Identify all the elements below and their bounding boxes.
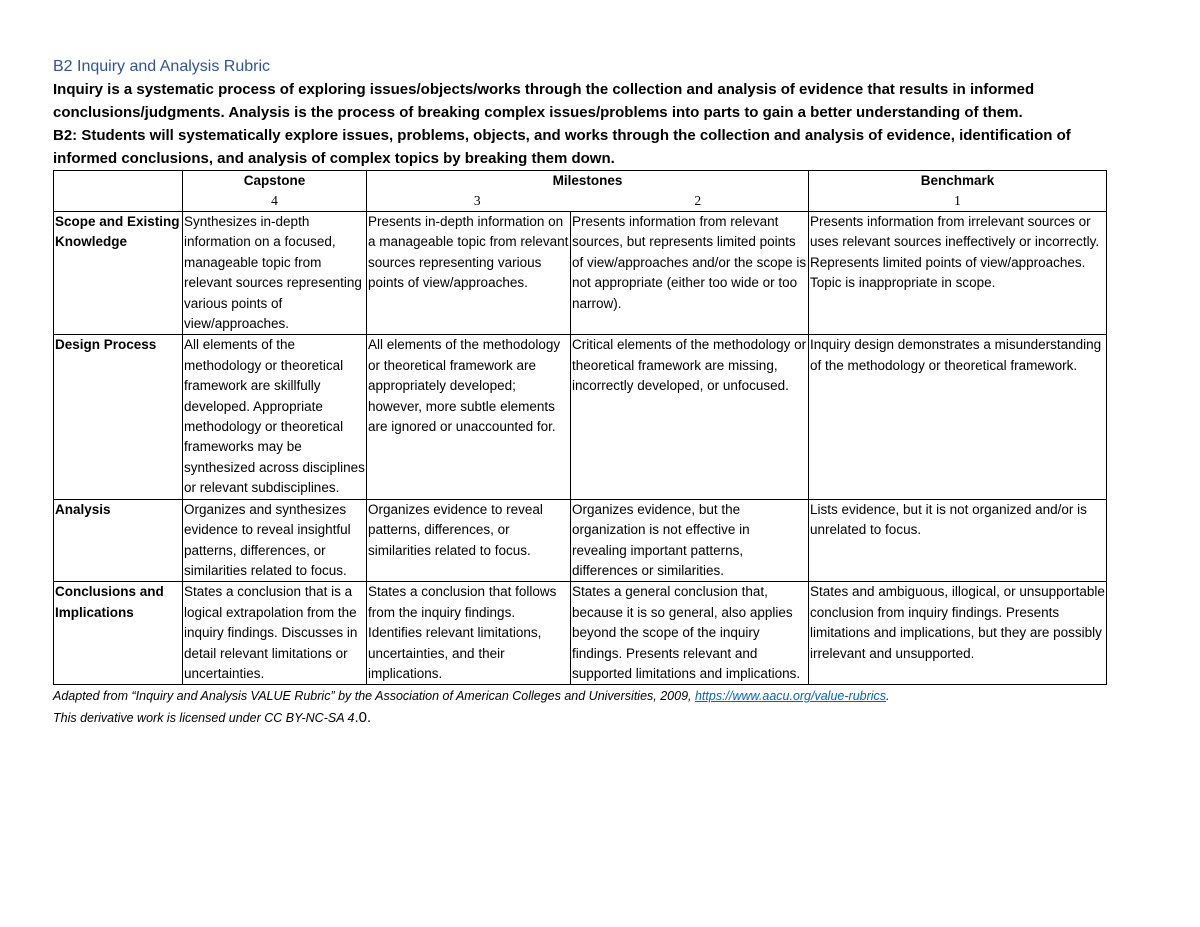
license-line: [53, 707, 1106, 729]
cell-capstone-4: Organizes and synthesizes evidence to reveal insightful patterns, differences, or similarities related to focus.: [183, 499, 367, 582]
definitions: [53, 78, 1106, 170]
inquiry-term: Inquiry: [53, 81, 104, 98]
attribution-end: .: [886, 689, 890, 704]
cell-milestone-3: States a conclusion that follows from the inquiry findings. Identifies relevant limitations, uncertainties, and their implications.: [367, 582, 571, 685]
table-row: [54, 212, 1107, 335]
criterion-scope: Scope and Existing Knowledge: [54, 212, 183, 335]
benchmark-score: 1: [954, 193, 961, 208]
cell-milestone-3: Organizes evidence to reveal patterns, differences, or similarities related to focus.: [367, 499, 571, 582]
criterion-analysis: Analysis: [54, 499, 183, 582]
cell-capstone-4: Synthesizes in-depth information on a focused, manageable topic from relevant sources representing various points of view/approaches.: [183, 212, 367, 335]
license-end: .0.: [354, 709, 372, 727]
table-row: [54, 335, 1107, 499]
b2-term: B2:: [53, 127, 78, 144]
milestones-label: Milestones: [552, 173, 623, 188]
cell-capstone-4: States a conclusion that is a logical extrapolation from the inquiry findings. Discusses in detail relevant limitations or uncertainties.: [183, 582, 367, 685]
capstone-header: [183, 171, 367, 212]
benchmark-label: Benchmark: [920, 173, 995, 188]
analysis-term: Analysis: [228, 104, 291, 121]
milestone-score-3: 3: [473, 193, 481, 208]
header-row: [54, 171, 1107, 212]
attribution-text: Adapted from “Inquiry and Analysis VALUE Rubric” by the Association of American Colleges and Universities, 2009,: [53, 689, 695, 704]
value-rubrics-link[interactable]: https://www.aacu.org/value-rubrics: [694, 689, 887, 704]
cell-benchmark-1: States and ambiguous, illogical, or unsupportable conclusion from inquiry findings. Presents limitations and implications, but they are possibly irrelevant and unsupported.: [809, 582, 1107, 685]
table-row: [54, 499, 1107, 582]
milestones-header: [367, 171, 809, 212]
license-text: This derivative work is licensed under CC BY-NC-SA 4: [53, 711, 355, 726]
corner-cell: [54, 171, 183, 212]
page-title: B2 Inquiry and Analysis Rubric: [53, 58, 270, 75]
capstone-label: Capstone: [243, 173, 306, 188]
cell-milestone-2: Organizes evidence, but the organization is not effective in revealing important patterns, differences or similarities.: [571, 499, 809, 582]
benchmark-header: [809, 171, 1107, 212]
cell-benchmark-1: Lists evidence, but it is not organized and/or is unrelated to focus.: [809, 499, 1107, 582]
cell-milestone-3: All elements of the methodology or theoretical framework are appropriately developed; however, more subtle elements are ignored or unaccounted for.: [367, 335, 571, 499]
analysis-definition: is the process of breaking complex issues/problems into parts to gain a better understanding of them.: [290, 104, 1023, 121]
criterion-design: Design Process: [54, 335, 183, 499]
cell-capstone-4: All elements of the methodology or theoretical framework are skillfully developed. Appropriate methodology or theoretical frameworks may be synthesized across disciplines or relevant subdisciplines.: [183, 335, 367, 499]
rubric-page: [53, 56, 1106, 729]
inquiry-definition: is a systematic process of exploring issues/objects/works through the collection and analysis of evidence that results in informed conclusions/judgments.: [53, 81, 1035, 121]
cell-milestone-2: Critical elements of the methodology or theoretical framework are missing, incorrectly developed, or unfocused.: [571, 335, 809, 499]
cell-milestone-2: Presents information from relevant sources, but represents limited points of view/approaches and/or the scope is not appropriate (either too wide or too narrow).: [571, 212, 809, 335]
attribution-line: [53, 686, 1106, 707]
rubric-table: [53, 170, 1107, 685]
cell-benchmark-1: Inquiry design demonstrates a misunderstanding of the methodology or theoretical framework.: [809, 335, 1107, 499]
cell-benchmark-1: Presents information from irrelevant sources or uses relevant sources ineffectively or incorrectly. Represents limited points of view/approaches. Topic is inappropriate in scope.: [809, 212, 1107, 335]
capstone-score: 4: [271, 193, 278, 208]
cell-milestone-3: Presents in-depth information on a manageable topic from relevant sources representing various points of view/approaches.: [367, 212, 571, 335]
footer: [53, 686, 1106, 729]
criterion-conclusions: Conclusions and Implications: [54, 582, 183, 685]
table-row: [54, 582, 1107, 685]
cell-milestone-2: States a general conclusion that, because it is so general, also applies beyond the scope of the inquiry findings. Presents relevant and supported limitations and implications.: [571, 582, 809, 685]
b2-definition: Students will systematically explore issues, problems, objects, and works through the collection and analysis of evidence, identification of informed conclusions, and analysis of complex topics by breaking them down.: [53, 127, 1071, 167]
milestone-score-2: 2: [694, 193, 702, 208]
